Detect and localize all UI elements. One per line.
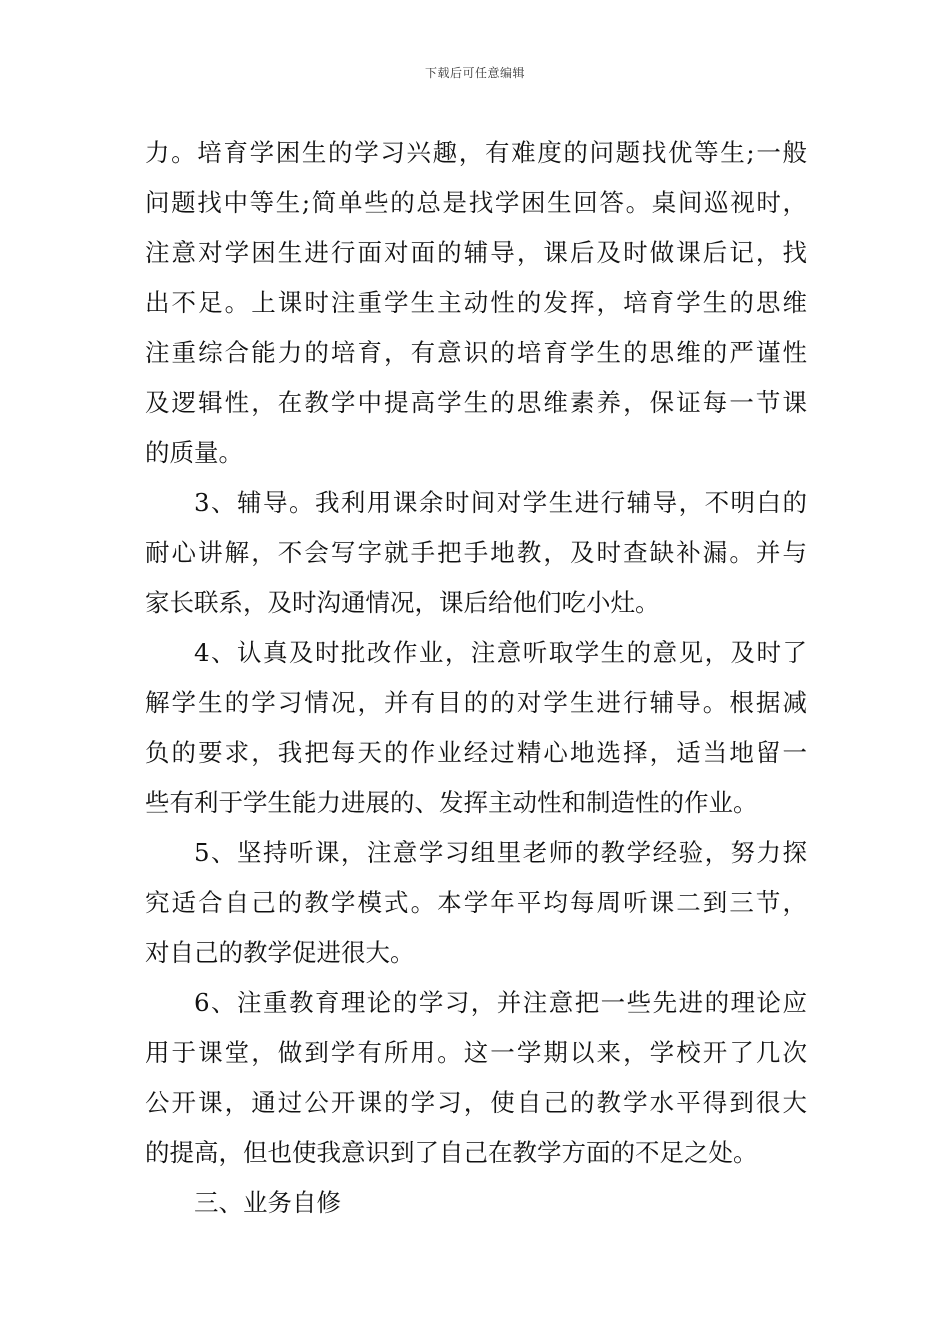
text-line: 出不足。上课时注重学生主动性的发挥，培育学生的思维 [145,288,807,317]
text-line: 5、坚持听课，注意学习组里老师的教学经验，努力探 [194,838,807,867]
document-body [145,128,807,1228]
text-line: 对自己的教学促进很大。 [145,938,415,967]
text-line: 问题找中等生;简单些的总是找学困生回答。桌间巡视时， [145,188,807,217]
text-line: 家长联系，及时沟通情况，课后给他们吃小灶。 [145,588,660,617]
text-line: 4、认真及时批改作业，注意听取学生的意见，及时了 [194,638,807,667]
text-line: 的质量。 [145,438,243,467]
text-line: 些有利于学生能力进展的、发挥主动性和制造性的作业。 [145,788,758,817]
text-line: 及逻辑性，在教学中提高学生的思维素养，保证每一节课 [145,388,807,417]
text-line: 用于课堂，做到学有所用。这一学期以来，学校开了几次 [145,1038,807,1067]
text-line: 力。培育学困生的学习兴趣，有难度的问题找优等生;一般 [145,138,807,167]
text-line: 6、注重教育理论的学习，并注意把一些先进的理论应 [194,988,807,1017]
text-line: 究适合自己的教学模式。本学年平均每周听课二到三节， [145,888,807,917]
text-line: 负的要求，我把每天的作业经过精心地选择，适当地留一 [145,738,807,767]
text-line: 的提高，但也使我意识到了自己在教学方面的不足之处。 [145,1138,758,1167]
text-line: 3、辅导。我利用课余时间对学生进行辅导，不明白的 [194,488,807,517]
text-line: 注意对学困生进行面对面的辅导，课后及时做课后记，找 [145,238,807,267]
text-line: 解学生的学习情况，并有目的的对学生进行辅导。根据减 [145,688,807,717]
section-heading: 三、业务自修 [194,1188,341,1217]
text-line: 注重综合能力的培育，有意识的培育学生的思维的严谨性 [145,338,807,367]
text-line: 公开课，通过公开课的学习，使自己的教学水平得到很大 [145,1088,807,1117]
text-line: 耐心讲解，不会写字就手把手地教，及时查缺补漏。并与 [145,538,807,567]
page-header: 下载后可任意编辑 [424,66,525,80]
